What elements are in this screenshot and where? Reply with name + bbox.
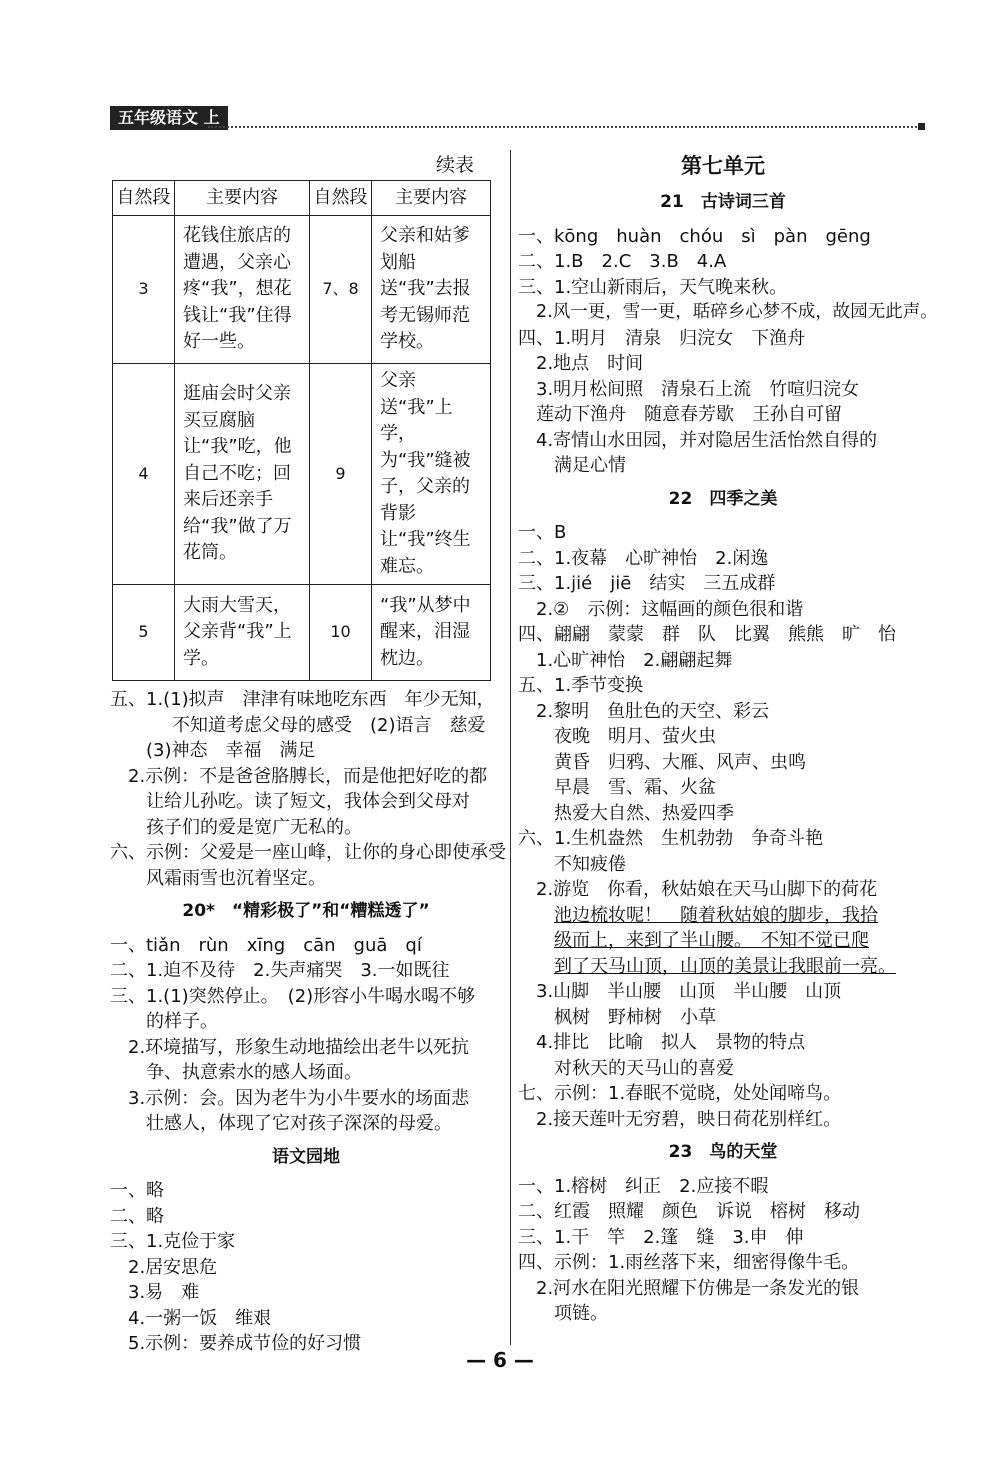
paragraph-number: 5	[113, 585, 175, 681]
answer-line: 2.河水在阳光照耀下仿佛是一条发光的银	[536, 1277, 860, 1299]
answer-line: 2.地点 时间	[536, 353, 644, 374]
answer-block-5-6	[110, 687, 506, 891]
answer-line: 三、1.jié jiē 结实 三五成群	[518, 573, 776, 594]
answer-line: 4.排比 比喻 拟人 景物的特点	[536, 1032, 806, 1053]
answer-line: 二、1.B 2.C 3.B 4.A	[518, 251, 727, 272]
lesson-22-answers	[518, 520, 928, 1132]
lesson-23-answers	[518, 1174, 928, 1327]
answer-line: 三、1.干 竿 2.篷 缝 3.申 伸	[518, 1226, 804, 1248]
header-dotted-rule	[208, 126, 917, 128]
answer-line: 枫树 野柿树 小草	[554, 1006, 716, 1028]
answer-line: 壮感人，体现了它对孩子深深的母爱。	[146, 1113, 452, 1134]
table-header-cell: 主要内容	[175, 181, 310, 216]
answer-line: 让给儿孙吃。读了短文，我体会到父母对	[146, 791, 470, 812]
answer-line: 一、tiǎn rùn xīng cān guā qí	[110, 934, 422, 956]
paragraph-number: 10	[310, 585, 372, 681]
answer-line: 一、略	[110, 1180, 164, 1201]
chinese-garden-answers	[110, 1178, 502, 1357]
answer-line: 热爱大自然、热爱四季	[554, 802, 734, 824]
paragraph-number: 7、8	[310, 216, 372, 364]
answer-line: 四、翩翩 蒙蒙 群 队 比翼 熊熊 旷 怡	[518, 624, 896, 645]
answer-line: 孩子们的爱是宽广无私的。	[146, 816, 362, 838]
answer-line: 三、1.(1)突然停止。 (2)形容小牛喝水喝不够	[110, 985, 476, 1007]
answer-line: 4.一粥一饭 维艰	[128, 1307, 272, 1329]
answer-line: 六、示例：父爱是一座山峰，让你的身心即使承受	[110, 842, 506, 863]
answer-line: 项链。	[554, 1303, 608, 1324]
answer-line: 二、略	[110, 1205, 164, 1227]
answer-line: 池边梳妆呢！ 随着秋姑娘的脚步，我拾	[554, 904, 878, 926]
answer-line: 争、执意索水的感人场面。	[146, 1062, 362, 1083]
answer-line: 不知疲倦	[554, 853, 626, 875]
table-row	[113, 585, 491, 681]
answer-line: 2.示例：不是爸爸胳膊长，而是他把好吃的都	[128, 765, 488, 787]
answer-line: 2.居安思危	[128, 1256, 218, 1278]
table-header-cell: 自然段	[310, 181, 372, 216]
answer-line: 到了天马山顶，山顶的美景让我眼前一亮。	[554, 955, 896, 977]
header-square-icon	[918, 123, 925, 130]
chinese-garden-title: 语文园地	[272, 1146, 340, 1167]
answer-line: 5.示例：要养成节俭的好习惯	[128, 1333, 362, 1354]
left-column	[110, 150, 506, 1357]
answer-line: 2.风一更，雪一更，聒碎乡心梦不成，故园无此声。	[536, 302, 938, 322]
table-header-cell: 自然段	[113, 181, 175, 216]
answer-line: 五、1.季节变换	[518, 675, 644, 696]
lesson-21-title: 21 古诗词三首	[660, 192, 786, 212]
answer-line: 六、1.生机盎然 生机勃勃 争奇斗艳	[518, 828, 824, 849]
answer-line: 对秋天的天马山的喜爱	[554, 1057, 734, 1079]
lesson-22-title: 22 四季之美	[668, 488, 778, 509]
content-table	[112, 180, 491, 681]
answer-line: 1.心旷神怡 2.翩翩起舞	[536, 649, 733, 671]
answer-line: 黄昏 归鸦、大雁、风声、虫鸣	[554, 751, 806, 773]
paragraph-content: “我”从梦中醒来，泪湿枕边。	[372, 585, 491, 681]
unit-title: 第七单元	[681, 154, 765, 178]
paragraph-content: 父亲送“我”上学，为“我”缝被子，父亲的背影让“我”终生难忘。	[372, 364, 491, 585]
paragraph-content: 大雨大雪天，父亲背“我”上学。	[175, 585, 310, 681]
answer-line: 风霜雨雪也沉着坚定。	[146, 867, 326, 889]
table-header-row	[113, 181, 491, 216]
answer-line: (3)神态 幸福 满足	[146, 740, 316, 761]
paragraph-number: 4	[113, 364, 175, 585]
table-header-cell: 主要内容	[372, 181, 491, 216]
answer-line: 二、1.夜幕 心旷神怡 2.闲逸	[518, 547, 769, 569]
lesson-20-answers	[110, 933, 502, 1137]
paragraph-content: 花钱住旅店的遭遇，父亲心疼“我”，想花钱让“我”住得好一些。	[175, 216, 310, 364]
answer-line: 莲动下渔舟 随意春芳歇 王孙自可留	[536, 404, 842, 425]
answer-line: 二、红霞 照耀 颜色 诉说 榕树 移动	[518, 1201, 860, 1222]
answer-line: 一、1.榕树 纠正 2.应接不暇	[518, 1175, 769, 1197]
answer-line: 不知道考虑父母的感受 (2)语言 慈爱	[172, 714, 486, 736]
answer-line: 一、kōng huàn chóu sì pàn gēng	[518, 225, 871, 247]
table-row	[113, 364, 491, 585]
lesson-21-answers	[518, 224, 938, 479]
answer-line: 3.示例：会。因为老牛为小牛要水的场面悲	[128, 1087, 470, 1109]
table-row	[113, 216, 491, 364]
lesson-23-title: 23 鸟的天堂	[668, 1142, 778, 1162]
lesson-20-title: 20* “精彩极了”和“糟糕透了”	[182, 901, 430, 921]
paragraph-content: 逛庙会时父亲买豆腐脑让“我”吃，他自己不吃；回来后还亲手给“我”做了万花筒。	[175, 364, 310, 585]
answer-line: 一、B	[518, 522, 567, 543]
answer-line: 级而上，来到了半山腰。 不知不觉已爬	[554, 930, 869, 951]
paragraph-content: 父亲和姑爹划船送“我”去报考无锡师范学校。	[372, 216, 491, 364]
table-caption: 续表	[435, 154, 474, 176]
page-header	[110, 106, 925, 130]
header-label: 五年级语文 上	[110, 106, 228, 130]
right-column	[518, 150, 938, 1327]
answer-line: 3.明月松间照 清泉石上流 竹喧归浣女	[536, 378, 860, 400]
answer-line: 2.黎明 鱼肚色的天空、彩云	[536, 700, 770, 722]
answer-line: 三、1.空山新雨后，天气晚来秋。	[518, 276, 788, 298]
paragraph-number: 3	[113, 216, 175, 364]
column-divider	[510, 150, 511, 1345]
answer-line: 四、1.明月 清泉 归浣女 下渔舟	[518, 327, 806, 349]
answer-line: 2.接天莲叶无穷碧，映日荷花别样红。	[536, 1108, 842, 1130]
answer-line: 2.游览 你看，秋姑娘在天马山脚下的荷花	[536, 879, 878, 900]
answer-line: 五、1.(1)拟声 津津有味地吃东西 年少无知，	[110, 689, 495, 710]
answer-line: 早晨 雪、霜、火盆	[554, 777, 716, 798]
answer-line: 二、1.迫不及待 2.失声痛哭 3.一如既往	[110, 960, 450, 981]
answer-line: 夜晚 明月、萤火虫	[554, 726, 716, 747]
answer-line: 的样子。	[146, 1011, 218, 1032]
answer-line: 2.② 示例：这幅画的颜色很和谐	[536, 598, 804, 620]
paragraph-number: 9	[310, 364, 372, 585]
answer-line: 2.环境描写，形象生动地描绘出老牛以死抗	[128, 1036, 470, 1058]
answer-line: 三、1.克俭于家	[110, 1231, 236, 1252]
answer-line: 4.寄情山水田园，并对隐居生活怡然自得的	[536, 429, 878, 451]
answer-line: 七、示例：1.春眠不觉晓，处处闻啼鸟。	[518, 1083, 842, 1104]
answer-line: 满足心情	[554, 455, 626, 476]
page-number: — 6 —	[466, 1348, 534, 1372]
answer-line: 四、示例：1.雨丝落下来，细密得像牛毛。	[518, 1252, 860, 1273]
answer-line: 3.山脚 半山腰 山顶 半山腰 山顶	[536, 981, 842, 1002]
answer-line: 3.易 难	[128, 1282, 200, 1303]
